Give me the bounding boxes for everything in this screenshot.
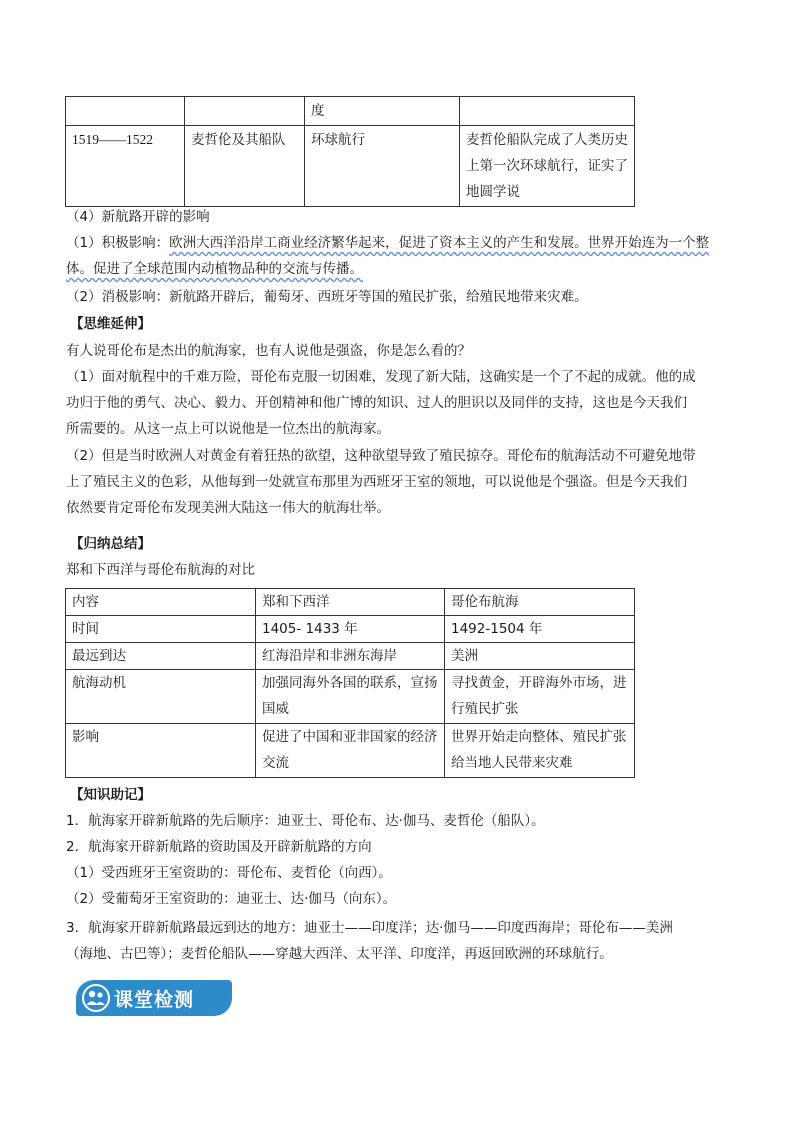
memory-heading: 【知识助记】 <box>70 787 151 803</box>
table-cell: 环球航行 <box>305 126 460 207</box>
table-cell: 1405- 1433 年 <box>256 616 445 643</box>
thinking-question: 有人说哥伦布是杰出的航海家，也有人说他是强盗，你是怎么看的？ <box>66 343 471 359</box>
table-cell: 航海动机 <box>66 670 256 724</box>
positive-label: （1）积极影响： <box>66 235 170 251</box>
table-cell: 加强同海外各国的联系，宣扬国威 <box>256 670 445 724</box>
comparison-table <box>65 588 635 778</box>
people-icon <box>82 984 110 1012</box>
table-cell: 世界开始走向整体、殖民扩张给当地人民带来灾难 <box>445 724 635 778</box>
negative-impact: （2）消极影响：新航路开辟后，葡萄牙、西班牙等国的殖民扩张，给殖民地带来灾难。 <box>66 289 588 305</box>
table-cell <box>185 97 305 126</box>
paragraph-line: （1）面对航程中的千难万险，哥伦布克服一切困难，发现了新大陆，这确实是一个了不起的成就。他的成 <box>66 369 696 385</box>
memory-line: 2．航海家开辟新航路的资助国及开辟新航路的方向 <box>66 839 372 855</box>
table-cell: 麦哲伦船队完成了人类历史上第一次环球航行，证实了地圆学说 <box>460 126 635 207</box>
voyage-table <box>65 96 635 207</box>
memory-line: （1）受西班牙王室资助的：哥伦布、麦哲伦（向西）。 <box>66 865 392 881</box>
positive-impact <box>66 230 732 282</box>
table-row <box>66 724 635 778</box>
table-row <box>66 97 635 126</box>
table-cell: 促进了中国和亚非国家的经济交流 <box>256 724 445 778</box>
paragraph-line: 依然要肯定哥伦布发现美洲大陆这一伟大的航海壮举。 <box>66 500 390 516</box>
table-cell: 时间 <box>66 616 256 643</box>
table-cell: 度 <box>305 97 460 126</box>
paragraph-line: 功归于他的勇气、决心、毅力、开创精神和他广博的知识、过人的胆识以及同伴的支持，这也是今天我们 <box>66 395 687 411</box>
table-cell: 红海沿岸和非洲东海岸 <box>256 643 445 670</box>
table-row <box>66 126 635 207</box>
memory-line: （海地、古巴等）；麦哲伦船队——穿越大西洋、太平洋、印度洋，再返回欧洲的环球航行。 <box>66 946 613 962</box>
table-cell <box>66 97 185 126</box>
table-cell: 1492-1504 年 <box>445 616 635 643</box>
table-row <box>66 616 635 643</box>
table-cell <box>460 97 635 126</box>
table-cell: 寻找黄金，开辟海外市场，进行殖民扩张 <box>445 670 635 724</box>
positive-text: 欧洲大西洋沿岸工商业经济繁华起来，促进了资本主义的产生和发展。世界开始连为一个整体。促进了全球范围内动植物品种的交流与传播。 <box>66 235 710 277</box>
section-title: （4）新航路开辟的影响 <box>66 209 210 225</box>
classroom-test-banner <box>76 980 232 1016</box>
paragraph-line: 所需要的。从这一点上可以说他是一位杰出的航海家。 <box>66 421 390 437</box>
table-cell: 最远到达 <box>66 643 256 670</box>
table-cell: 麦哲伦及其船队 <box>185 126 305 207</box>
memory-line: （2）受葡萄牙王室资助的：迪亚士、达·伽马（向东）。 <box>66 891 397 907</box>
summary-heading: 【归纳总结】 <box>70 536 151 552</box>
table-row <box>66 670 635 724</box>
memory-line: 3．航海家开辟新航路最远到达的地方：迪亚士——印度洋；达·伽马——印度西海岸；哥伦布——美洲 <box>66 920 673 936</box>
paragraph-line: （2）但是当时欧洲人对黄金有着狂热的欲望，这种欲望导致了殖民掠夺。哥伦布的航海活动不可避免地带 <box>66 448 696 464</box>
table-cell: 哥伦布航海 <box>445 589 635 616</box>
banner-label: 课堂检测 <box>114 988 195 1011</box>
summary-intro: 郑和下西洋与哥伦布航海的对比 <box>66 562 255 578</box>
table-cell: 美洲 <box>445 643 635 670</box>
table-cell: 1519——1522 <box>66 126 185 207</box>
table-cell: 影响 <box>66 724 256 778</box>
table-row <box>66 589 635 616</box>
thinking-heading: 【思维延伸】 <box>70 316 151 332</box>
paragraph-line: 上了殖民主义的色彩，从他每到一处就宣布那里为西班牙王室的领地，可以说他是个强盗。但是今天我们 <box>66 474 687 490</box>
memory-line: 1．航海家开辟新航路的先后顺序：迪亚士、哥伦布、达·伽马、麦哲伦（船队）。 <box>66 813 545 829</box>
table-cell: 郑和下西洋 <box>256 589 445 616</box>
table-cell: 内容 <box>66 589 256 616</box>
table-row <box>66 643 635 670</box>
